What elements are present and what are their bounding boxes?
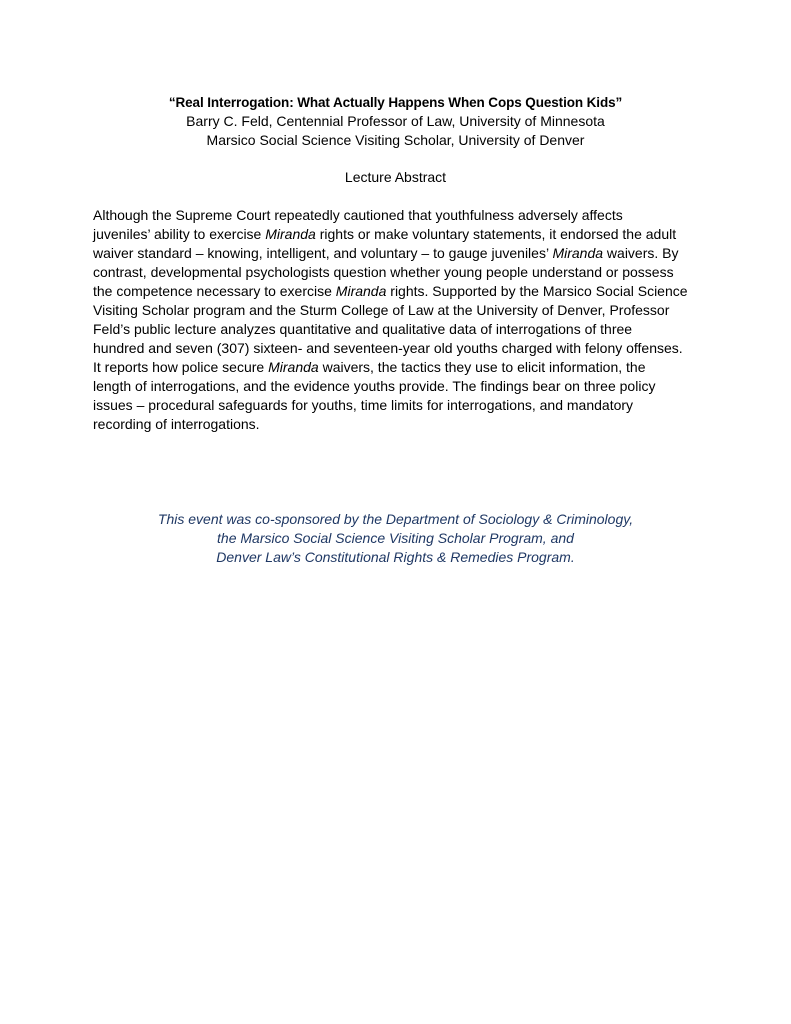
section-heading: Lecture Abstract: [344, 169, 447, 185]
abstract-italic-term: Miranda: [552, 245, 604, 261]
abstract-text: length of interrogations, and the evidence youths provide. The findings bear on three policy: [93, 378, 656, 394]
sponsor-line-2: the Marsico Social Science Visiting Scholar Program, and: [217, 530, 574, 546]
abstract-text: Although the Supreme Court repeatedly cautioned that youthfulness adversely affects: [93, 207, 623, 223]
abstract-line: [93, 225, 713, 244]
abstract-text: waivers, the tactics they use to elicit information, the: [318, 359, 646, 375]
abstract-text: contrast, developmental psychologists question whether young people understand or possess: [93, 264, 674, 280]
abstract-line: [93, 320, 713, 339]
abstract-text: Feld’s public lecture analyzes quantitative and qualitative data of interrogations of three: [93, 321, 633, 337]
abstract-text: Visiting Scholar program and the Sturm College of Law at the University of Denver, Professor: [93, 302, 670, 318]
abstract-text: hundred and seven (307) sixteen- and seventeen-year old youths charged with felony offenses.: [93, 340, 683, 356]
abstract-line: [93, 377, 713, 396]
sponsor-note: [93, 510, 698, 567]
abstract-line: [93, 339, 713, 358]
author-line: Barry C. Feld, Centennial Professor of Law, University of Minnesota: [186, 113, 605, 129]
abstract-text: It reports how police secure: [93, 359, 269, 375]
abstract-line: [93, 415, 713, 434]
abstract-italic-term: Miranda: [335, 283, 387, 299]
abstract-line: [93, 263, 713, 282]
sponsor-line-3: Denver Law’s Constitutional Rights & Remedies Program.: [216, 549, 575, 565]
abstract-text: waiver standard – knowing, intelligent, and voluntary – to gauge juveniles’: [93, 245, 553, 261]
abstract-text: rights. Supported by the Marsico Social Science: [386, 283, 688, 299]
abstract-text: the competence necessary to exercise: [93, 283, 336, 299]
sponsor-line-1: This event was co-sponsored by the Department of Sociology & Criminology,: [157, 511, 634, 527]
abstract-line: [93, 358, 713, 377]
abstract-text: juveniles’ ability to exercise: [93, 226, 266, 242]
abstract-italic-term: Miranda: [268, 359, 319, 375]
abstract-line: [93, 206, 713, 225]
abstract-text: rights or make voluntary statements, it endorsed the adult: [315, 226, 677, 242]
abstract-text: issues – procedural safeguards for youths, time limits for interrogations, and mandatory: [93, 397, 634, 413]
abstract-text: recording of interrogations.: [93, 416, 260, 432]
document-header: [93, 93, 698, 150]
abstract-line: [93, 244, 713, 263]
affiliation-line: Marsico Social Science Visiting Scholar, University of Denver: [206, 132, 585, 148]
abstract-line: [93, 396, 713, 415]
abstract-line: [93, 301, 713, 320]
lecture-title: “Real Interrogation: What Actually Happens When Cops Question Kids”: [168, 95, 623, 110]
abstract-italic-term: Miranda: [265, 226, 316, 242]
abstract-text: waivers. By: [603, 245, 679, 261]
abstract-body: [93, 206, 713, 434]
abstract-line: [93, 282, 713, 301]
